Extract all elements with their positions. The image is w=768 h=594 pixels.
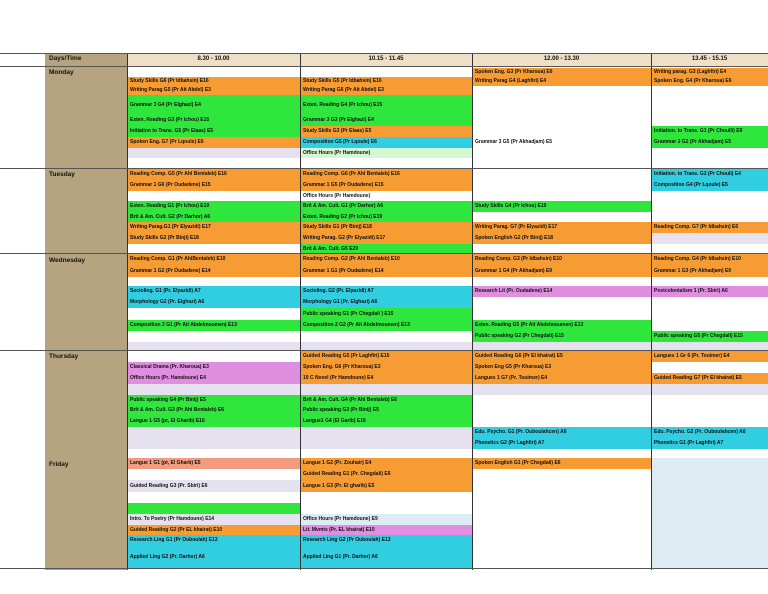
class-session: Exten. Reading G1 (Pr Ichou) E19	[128, 201, 300, 212]
empty-slot	[301, 427, 472, 438]
gridline-v0	[127, 53, 128, 570]
class-session: Writing Parag. G2 (Pr Elyazidi) E17	[301, 233, 472, 244]
class-session: Langues 1 Gr 6 (Pr. Touimer) E4	[652, 351, 768, 362]
empty-slot	[301, 492, 472, 503]
class-session: Langue 1 G2 (Pr. Zouhair) E4	[301, 458, 472, 469]
class-session: Grammar 1 G3 (Pr Akhadjam) E9	[652, 265, 768, 277]
class-session: Grammar 1 G5 (Pr Oudadene) E15	[301, 180, 472, 191]
class-session: Office Hours (Pr Hamdoune)	[301, 148, 472, 158]
gridline-h-thursday	[0, 350, 768, 351]
class-session: Brit & Am. Cult. G3 (Pr Ahl Bentaleb) E6	[128, 405, 300, 416]
class-session: Applied Ling G2 (Pr. Darhor) A6	[128, 546, 300, 568]
class-session: Composition 2 G1 (Pr Ait Abdelmoumen) E13	[128, 320, 300, 331]
slot-header-2: 10.15 - 11.45	[368, 56, 404, 62]
class-session: 19 C Novel (Pr Hamdoune) E4	[301, 373, 472, 384]
class-session: Guided Reading G2 (Pr EL khairat) E10	[128, 525, 300, 535]
gridline-h-wednesday	[0, 253, 768, 254]
class-session: Brit & Am. Cult. G5 E20	[301, 244, 472, 254]
class-session: Edu. Psycho. G2 (Pr. Ouboulahcen) A6	[652, 427, 768, 438]
class-session: Socioling. G1 (Pr. Elyazidi) A7	[128, 286, 300, 297]
day-label-monday: Monday	[49, 69, 74, 76]
class-session: Grammar 1 G6 (Pr Oudadene) E15	[128, 180, 300, 191]
gridline-h-top	[0, 53, 768, 54]
class-session: Research Ling G2 (Pr Ouboulah) E13	[301, 535, 472, 546]
class-session: Public speaking G1 (Pr Chegdali ) E15	[301, 308, 472, 320]
class-session: Spoken Eng. G4 (Pr Kharoua) E6	[652, 77, 768, 86]
class-session: Classical Drama (Pr. Kharoua) E3	[128, 362, 300, 373]
class-session: Brit & Am. Cult. G2 (Pr Darhor) A6	[128, 212, 300, 222]
class-session: Guided Reading G7 (Pr El khairat) E5	[652, 373, 768, 384]
class-session: Reading Comp. G1 (Pr AhlBentaleb) E10	[128, 254, 300, 265]
day-label-wednesday: Wednesday	[49, 257, 86, 264]
class-session: Guided Reading G5 (Pr Laghfiri) E15	[301, 351, 472, 362]
gridline-v2	[472, 53, 473, 570]
empty-slot	[473, 297, 651, 320]
empty-slot	[301, 438, 472, 449]
class-session: Writing Parag G5 (Pr Ait Abdel) E3	[128, 86, 300, 95]
class-session: Intro. To Poetry (Pr Hamdoune) E14	[128, 514, 300, 525]
class-session: Public speaking G3 (Pr Binij) E5	[301, 405, 472, 416]
empty-slot	[301, 277, 472, 286]
empty-slot	[128, 191, 300, 201]
empty-slot	[128, 492, 300, 503]
class-session: Initiation. to Trans. G1 (Pr Choulli) E9	[652, 126, 768, 137]
class-session: Study Skills G1 (Pr Binij) E18	[301, 222, 472, 233]
class-session: Brit & Am. Cult. G4 (Pr Ahl Bentaleb) E6	[301, 395, 472, 405]
class-session: Morphology G2 (Pr. Elghazi) A6	[128, 297, 300, 308]
class-session: Reading Comp. G5 (Pr Ahl Bentaleb) E16	[128, 169, 300, 180]
class-session: Exten. Reading G4 (Pr Ichou) E15	[301, 95, 472, 115]
class-session: Composition 2 G2 (Pr Ait Abdelmoumen) E13	[301, 320, 472, 331]
class-session: Lit. Mvmts (Pr. EL khairat) E10	[301, 525, 472, 535]
class-session: Applied Ling G1 (Pr. Darhor) A6	[301, 546, 472, 568]
empty-slot	[128, 308, 300, 320]
empty-slot	[128, 469, 300, 480]
empty-slot	[652, 458, 768, 568]
empty-slot	[128, 438, 300, 449]
gridline-h-tuesday	[0, 168, 768, 169]
class-session: Morphology G1 (Pr. Elghazi) A6	[301, 297, 472, 308]
class-session: Grammar 3 G5 (Pr Akhadjam) E5	[473, 137, 651, 148]
class-session: Langue 1 G3 (Pr. El gharib) E5	[301, 480, 472, 492]
class-session: Public speaking G4 (Pr Binij) E5	[128, 395, 300, 405]
class-session: Study Skills G3 (Pr Elaas) E5	[301, 126, 472, 137]
class-session: Initiation. to Trans. G3 (Pr Chouli) E4	[652, 169, 768, 180]
empty-slot	[473, 86, 651, 137]
days-time-header: Days/Time	[49, 55, 82, 62]
slot-header-3: 12.00 - 13.30	[543, 56, 580, 62]
gridline-v1	[300, 53, 301, 570]
class-session: Spoken Eng. G3 (Pr Kharoua) E6	[473, 68, 651, 77]
class-session: Phonetics G2 (Pr Laghfiri) A7	[473, 438, 651, 449]
class-session: Guided Reading G6 (Pr El khairat) E5	[473, 351, 651, 362]
class-session: Study Skills G4 (Pr Ichou) E19	[473, 201, 651, 212]
empty-slot	[473, 384, 651, 395]
class-session: Spoken English G1 (Pr Chegdali) E6	[473, 458, 651, 469]
class-session: Public speaking G2 (Pr Chegdali) E15	[473, 331, 651, 342]
class-session: Office Hours (Pr. Hamdoune) E4	[128, 373, 300, 384]
class-session: Reading Comp. G3 (Pr Idbahsin) E10	[473, 254, 651, 265]
class-session: Composition G5 (Pr Lqoule) E6	[301, 137, 472, 148]
class-session: Reading Comp. G7 (Pr Idbahsin) E6	[652, 222, 768, 233]
class-session: Grammar 3 G4 (Pr Elghazi) E4	[128, 95, 300, 115]
class-session: Study Skills G2 (Pr Binji) E18	[128, 233, 300, 244]
class-session: Langue 1 G5 (pr, El Gharib) E16	[128, 416, 300, 427]
class-session: Office Hours (Pr Hamdoune)	[301, 191, 472, 201]
class-session: Exten. Reading G5 (Pr Ait Abdelmoumen) E13	[473, 320, 651, 331]
empty-slot	[128, 277, 300, 286]
class-session: Socioling. G2 (Pr. Elyazidi) A7	[301, 286, 472, 297]
empty-slot	[652, 342, 768, 350]
slot-header-1: 8.30 - 10.00	[197, 56, 230, 62]
class-session: Spoken Eng. G6 (Pr Kharoua) E3	[301, 362, 472, 373]
day-label-thursday: Thursday	[49, 353, 79, 360]
class-session: Composition G4 (Pr Lqoule) E5	[652, 180, 768, 191]
empty-slot	[128, 331, 300, 342]
empty-slot	[301, 384, 472, 395]
class-session: Reading Comp. G2 (Pr Ahl Bentaleb) E10	[301, 254, 472, 265]
class-session: Guided Reading G3 (Pr. Sbiri) E6	[128, 480, 300, 492]
class-session: Initiation to Trans. G5 (Pr Elaas) E5	[128, 126, 300, 137]
class-session: Spoken Eng. G7 (Pr Lqoule) E6	[128, 137, 300, 148]
class-session: Spoken Eng G5 (Pr Kharoua) E3	[473, 362, 651, 373]
class-session: Study Skills G5 (Pr Idbahsin) E16	[301, 77, 472, 86]
class-session: Grammar 1 G4 (Pr Akhadjam) E9	[473, 265, 651, 277]
class-session: Research Ling G1 (Pr Ouboulah) E13	[128, 535, 300, 546]
class-session: Grammar 1 G2 (Pr Oudadene) E14	[128, 265, 300, 277]
slot-header-4: 13.45 - 15.15	[691, 56, 728, 62]
class-session: Guided Reading G1 (Pr. Chegdali) E6	[301, 469, 472, 480]
class-session: Writing parag. G3 (Laghfiri) E4	[652, 68, 768, 77]
class-session: Exten. Reading G2 (Pr Ichou) E19	[301, 212, 472, 222]
empty-slot	[128, 503, 300, 514]
empty-slot	[128, 384, 300, 395]
class-session: Research Lit (Pr. Oudadene) E14	[473, 286, 651, 297]
empty-slot	[652, 384, 768, 395]
class-session: Writing Parag G6 (Pr Ait Abdel) E3	[301, 86, 472, 95]
empty-slot	[652, 233, 768, 244]
empty-slot	[301, 503, 472, 514]
class-session: Grammar 3 G3 (Pr Elghazi) E4	[301, 115, 472, 126]
class-session: Writing Parag.G1 (Pr Elyazidi) E17	[128, 222, 300, 233]
class-session: Edu. Psycho. G1 (Pr. Ouboulahcen) A6	[473, 427, 651, 438]
gridline-h-bottom	[0, 568, 768, 569]
class-session: Spoken English G2 (Pr Binij) E18	[473, 233, 651, 244]
class-session: Phonetics G1 (Pr Laghfiri) A7	[652, 438, 768, 449]
class-session: Study Skills G6 (Pr Idbahsin) E16	[128, 77, 300, 86]
class-session: Langue 1 G1 (pr, El Gharb) E5	[128, 458, 300, 469]
class-session: Reading Comp. G4 (Pr Idbahsin) E10	[652, 254, 768, 265]
gridline-v3	[651, 53, 652, 570]
class-session: Public speaking G5 (Pr Chegdali) E15	[652, 331, 768, 342]
class-session: Postcolonialism 1 (Pr. Sbiri) A6	[652, 286, 768, 297]
class-session: Grammar 3 G2 (Pr Akhadjam) E5	[652, 137, 768, 148]
class-session: Grammar 1 G1 (Pr Oudadene) E14	[301, 265, 472, 277]
class-session: Langues 1 G7 (Pr. Touimer) E4	[473, 373, 651, 384]
class-session: Office Hours (Pr Hamdoune) E9	[301, 514, 472, 525]
day-label-tuesday: Tuesday	[49, 171, 75, 178]
day-label-friday: Friday	[49, 461, 69, 468]
empty-slot	[128, 342, 300, 350]
class-session: Brit & Am. Cult. G1 (Pr Darhor) A6	[301, 201, 472, 212]
empty-slot	[128, 148, 300, 158]
empty-slot	[473, 342, 651, 350]
empty-slot	[301, 331, 472, 342]
class-session: Exten. Reading G3 (Pr Ichou) E15	[128, 115, 300, 126]
gridline-h-header	[0, 66, 768, 67]
class-session: Writing Parag G4 (Laghfiri) E4	[473, 77, 651, 86]
class-session: Reading Comp. G6 (Pr Ahl Bentaleb) E16	[301, 169, 472, 180]
empty-slot	[128, 427, 300, 438]
class-session: Langue1 G4 (El Garib) E16	[301, 416, 472, 427]
class-session: Writing Parag. G7 (Pr Elyazidi) E17	[473, 222, 651, 233]
empty-slot	[301, 342, 472, 350]
